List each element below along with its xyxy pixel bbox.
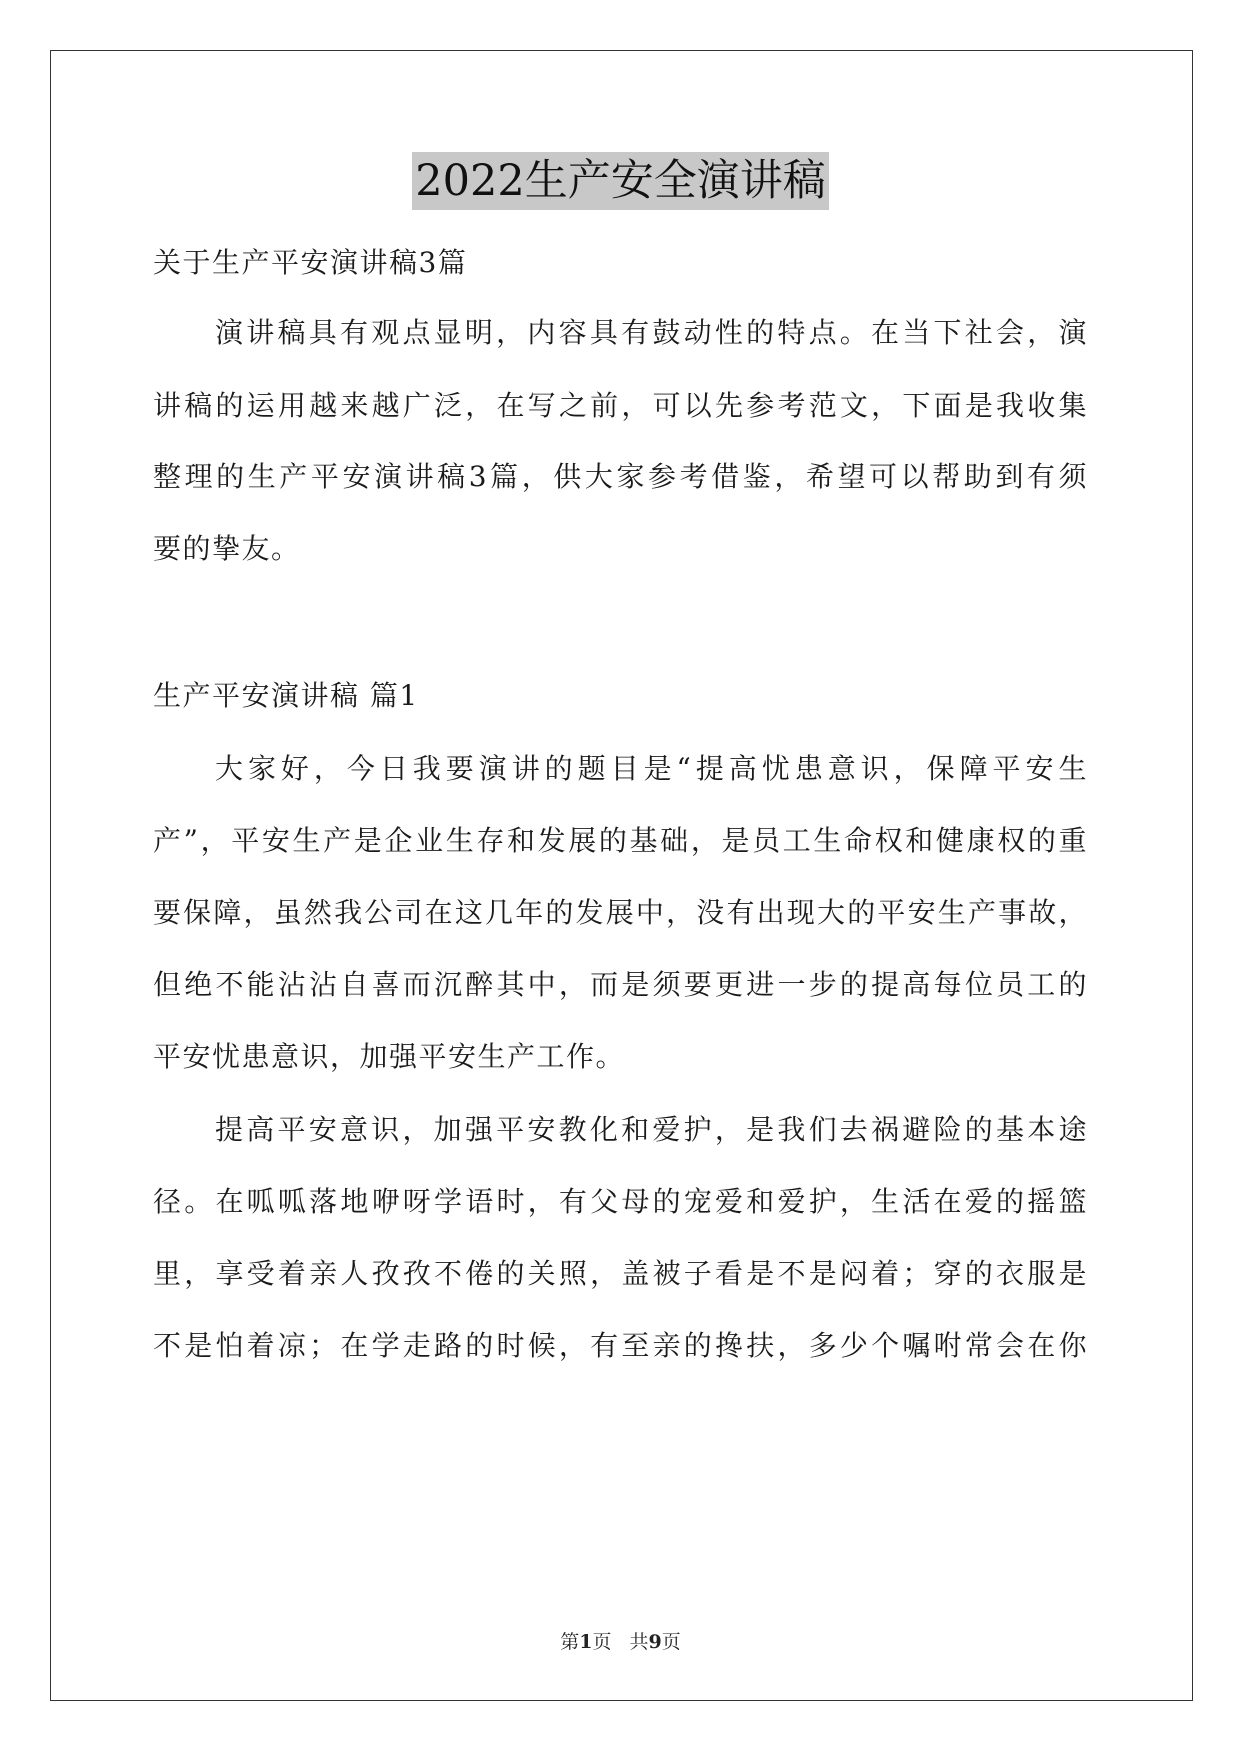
intro-line: 整理的生产平安演讲稿3篇，供大家参考借鉴，希望可以帮助到有须 bbox=[153, 460, 1088, 493]
document-title: 2022生产安全演讲稿 bbox=[412, 152, 828, 210]
paragraph-line: 大家好，今日我要演讲的题目是“提高忧患意识，保障平安生 bbox=[215, 752, 1088, 785]
section-heading: 生产平安演讲稿 篇1 bbox=[153, 679, 419, 712]
total-page-count: 9 bbox=[648, 1631, 662, 1653]
document-subtitle: 关于生产平安演讲稿3篇 bbox=[153, 246, 468, 279]
paragraph-line: 平安忧患意识，加强平安生产工作。 bbox=[153, 1040, 626, 1073]
intro-line: 讲稿的运用越来越广泛，在写之前，可以先参考范文，下面是我收集 bbox=[153, 389, 1088, 422]
paragraph-line: 但绝不能沾沾自喜而沉醉其中，而是须要更进一步的提高每位员工的 bbox=[153, 968, 1088, 1001]
intro-line: 要的挚友。 bbox=[153, 532, 301, 565]
paragraph-line: 要保障，虽然我公司在这几年的发展中，没有出现大的平安生产事故， bbox=[153, 896, 1088, 929]
paragraph-line: 里，享受着亲人孜孜不倦的关照，盖被子看是不是闷着；穿的衣服是 bbox=[153, 1257, 1088, 1290]
total-prefix: 共 bbox=[629, 1631, 649, 1653]
page-footer bbox=[0, 1630, 1241, 1654]
paragraph-line: 提高平安意识，加强平安教化和爱护，是我们去祸避险的基本途 bbox=[215, 1113, 1088, 1146]
current-page-number: 1 bbox=[579, 1631, 593, 1653]
paragraph-line: 产”，平安生产是企业生存和发展的基础，是员工生命权和健康权的重 bbox=[153, 824, 1088, 857]
page-border bbox=[50, 50, 1193, 1701]
intro-line: 演讲稿具有观点显明，内容具有鼓动性的特点。在当下社会，演 bbox=[215, 316, 1088, 349]
title-container bbox=[0, 152, 1241, 210]
paragraph-line: 径。在呱呱落地咿呀学语时，有父母的宠爱和爱护，生活在爱的摇篮 bbox=[153, 1185, 1088, 1218]
paragraph-line: 不是怕着凉；在学走路的时候，有至亲的搀扶，多少个嘱咐常会在你 bbox=[153, 1329, 1088, 1362]
total-suffix: 页 bbox=[661, 1631, 681, 1653]
page-suffix: 页 bbox=[592, 1631, 612, 1653]
page-prefix: 第 bbox=[560, 1631, 580, 1653]
